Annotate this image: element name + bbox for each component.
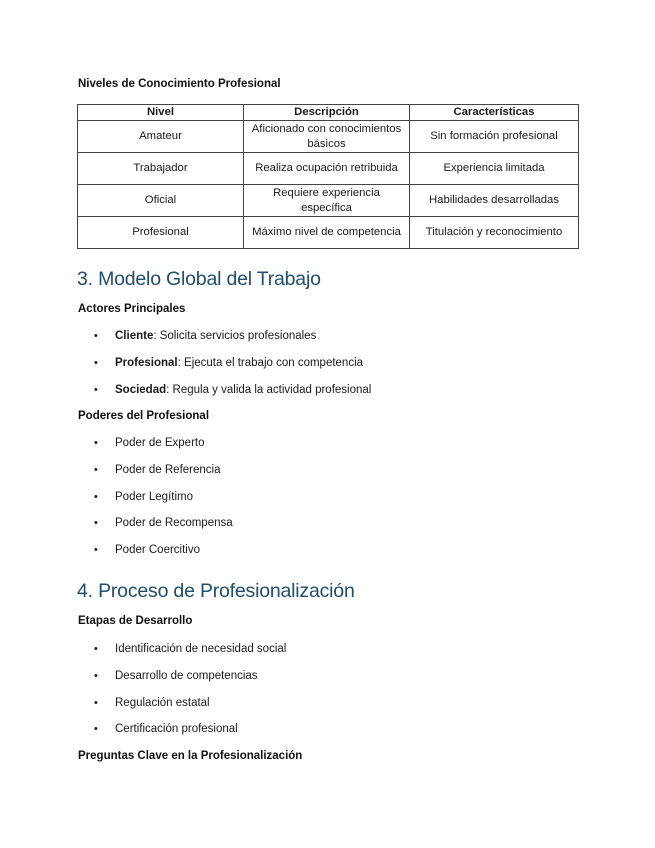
table-cell: Aficionado con conocimientos básicos — [244, 121, 410, 153]
list-item-desc: : Ejecuta el trabajo con competencia — [177, 356, 364, 369]
table-cell: Sin formación profesional — [410, 121, 579, 153]
levels-table — [77, 104, 579, 249]
table-title: Niveles de Conocimiento Profesional — [78, 78, 281, 90]
bullet-icon: • — [94, 544, 98, 557]
list-item-text: Poder Coercitivo — [115, 544, 201, 557]
bullet-icon: • — [94, 383, 98, 396]
table-cell: Realiza ocupación retribuida — [244, 153, 410, 185]
table-row — [78, 121, 579, 153]
list-item-term: Cliente — [115, 330, 154, 342]
bullet-icon: • — [94, 517, 98, 530]
section-heading: 4. Proceso de Profesionalización — [77, 580, 355, 602]
table-cell: Máximo nivel de competencia — [244, 217, 410, 249]
list-item-text: Certificación profesional — [115, 723, 238, 736]
list-item-text: Poder Legítimo — [115, 490, 193, 503]
list-item-desc: : Solicita servicios profesionales — [153, 330, 317, 342]
list-item-text: Poder de Recompensa — [115, 517, 233, 530]
list-item-text: Poder de Experto — [115, 437, 205, 449]
table-cell: Requiere experiencia específica — [244, 185, 410, 217]
list-item-term: Sociedad — [115, 383, 167, 396]
table-cell: Profesional — [78, 217, 244, 249]
column-header: Características — [410, 105, 579, 121]
list-item-desc: : Regula y valida la actividad profesional — [166, 383, 372, 396]
bullet-icon: • — [94, 643, 98, 655]
list-item-text: Poder de Referencia — [115, 463, 221, 476]
table-row — [78, 153, 579, 185]
table-row — [78, 217, 579, 249]
list-item-text: Regulación estatal — [115, 696, 210, 709]
bullet-icon: • — [94, 463, 98, 476]
table-cell: Titulación y reconocimiento — [410, 217, 579, 249]
subsection-heading: Preguntas Clave en la Profesionalización — [78, 750, 303, 762]
subsection-heading: Actores Principales — [78, 303, 186, 315]
column-header: Nivel — [78, 105, 244, 121]
table-cell: Amateur — [78, 121, 244, 153]
bullet-icon: • — [94, 490, 98, 503]
table-cell: Habilidades desarrolladas — [410, 185, 579, 217]
bullet-icon: • — [94, 696, 98, 709]
section-heading: 3. Modelo Global del Trabajo — [77, 268, 321, 290]
table-cell: Trabajador — [78, 153, 244, 185]
bullet-icon: • — [94, 669, 98, 682]
subsection-heading: Etapas de Desarrollo — [78, 615, 193, 627]
list-item-term: Profesional — [115, 356, 178, 369]
bullet-icon: • — [94, 437, 98, 449]
list-item-text: Desarrollo de competencias — [115, 669, 258, 682]
table-header-row — [78, 105, 579, 121]
list-item-text: Identificación de necesidad social — [115, 643, 287, 655]
bullet-icon: • — [94, 330, 98, 342]
table-cell: Experiencia limitada — [410, 153, 579, 185]
subsection-heading: Poderes del Profesional — [78, 410, 210, 422]
column-header: Descripción — [244, 105, 410, 121]
table-cell: Oficial — [78, 185, 244, 217]
bullet-icon: • — [94, 356, 98, 369]
table-row — [78, 185, 579, 217]
bullet-icon: • — [94, 723, 98, 736]
